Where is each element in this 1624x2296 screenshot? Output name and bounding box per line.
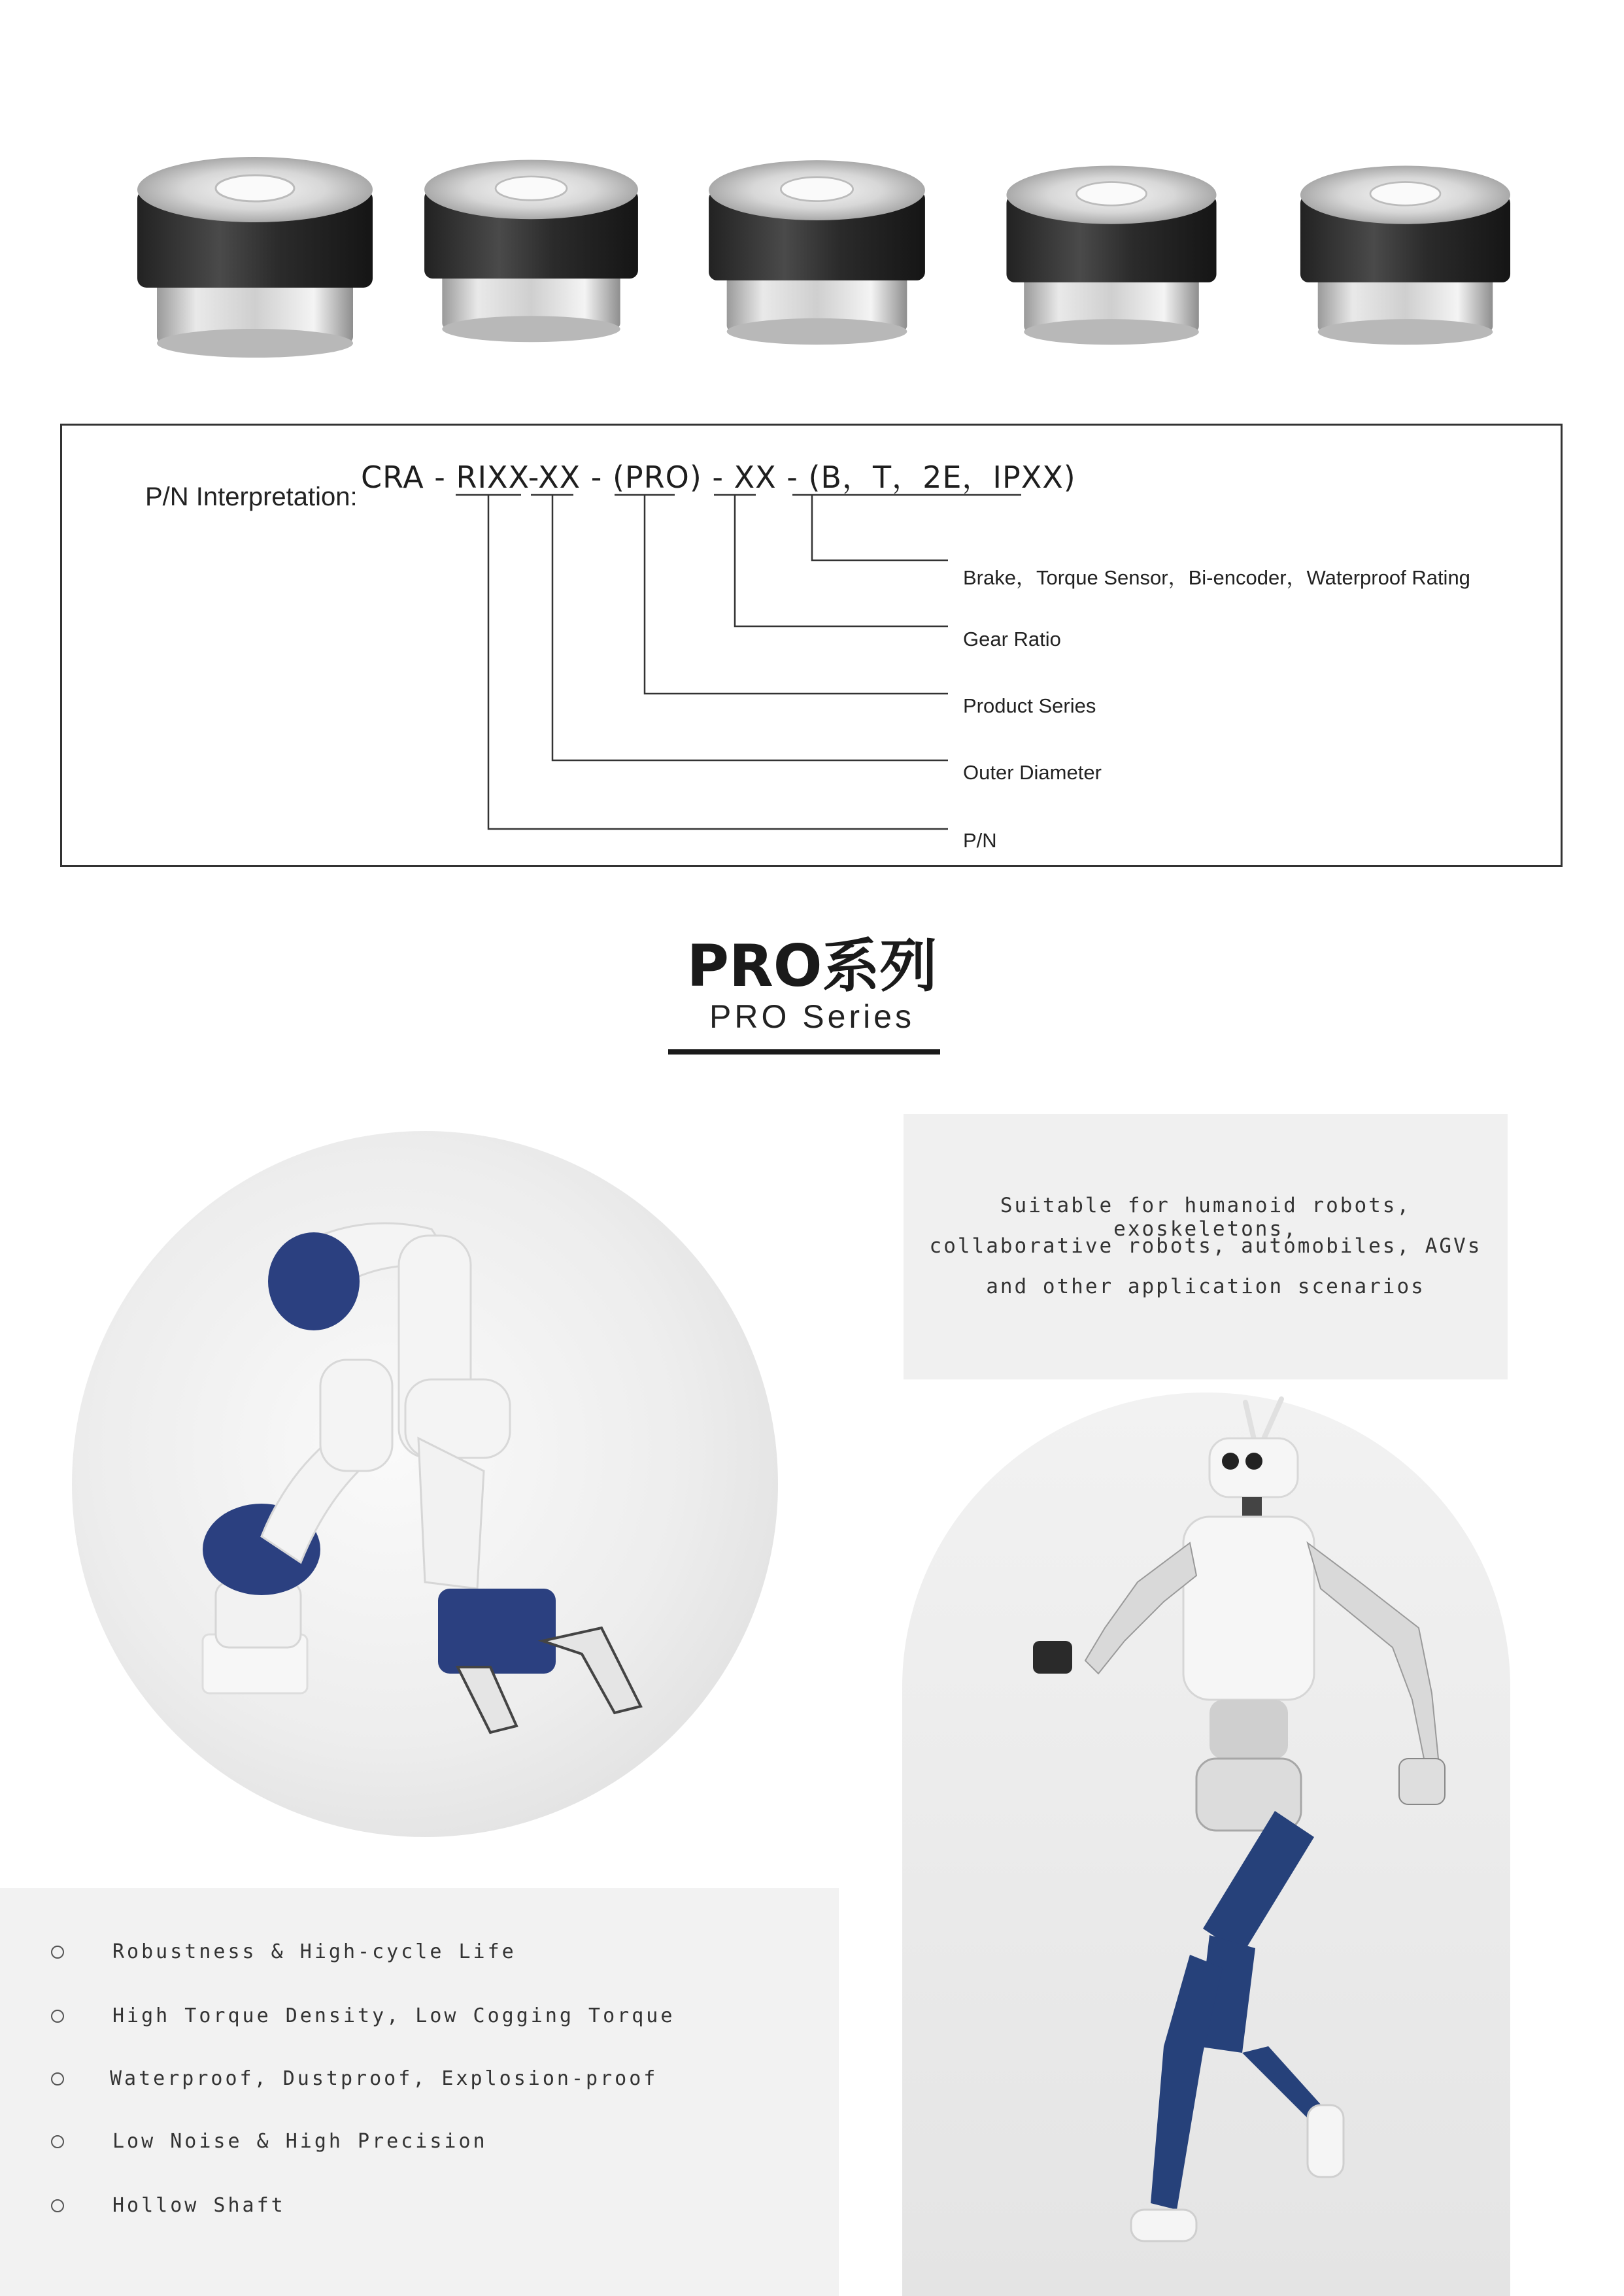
feature-text: Waterproof, Dustproof, Explosion-proof <box>110 2067 658 2090</box>
bullet-circle-icon <box>51 2135 64 2148</box>
feature-text: High Torque Density, Low Cogging Torque <box>112 2004 675 2027</box>
pn-label-options: Brake，Torque Sensor，Bi-encoder，Waterproof Rating <box>963 566 1470 589</box>
bullet-circle-icon <box>51 2199 64 2212</box>
pn-code: CRA - RIXX-XX - (PRO) - XX - (B，T，2E，IPXX) <box>361 460 1076 495</box>
title-underline <box>668 1049 940 1055</box>
series-title-cn: PRO系列 <box>686 932 938 1000</box>
bullet-circle-icon <box>51 2010 64 2023</box>
pn-label-outer-diameter: Outer Diameter <box>963 761 1102 784</box>
pn-connector-lines <box>0 0 1624 869</box>
pn-label-gear-ratio: Gear Ratio <box>963 628 1061 650</box>
feature-text: Robustness & High-cycle Life <box>112 1940 516 1963</box>
series-title-en: PRO Series <box>709 998 915 1035</box>
pn-label-pn: P/N <box>963 829 997 852</box>
pn-label-product-series: Product Series <box>963 694 1096 717</box>
pn-title: P/N Interpretation: <box>145 482 358 511</box>
humanoid-robot-image <box>902 1393 1510 2296</box>
robot-arm-image <box>65 1131 785 1850</box>
bullet-circle-icon <box>51 1946 64 1959</box>
feature-text: Hollow Shaft <box>112 2194 286 2217</box>
feature-text: Low Noise & High Precision <box>112 2130 488 2153</box>
bullet-circle-icon <box>51 2072 64 2085</box>
description-box <box>904 1114 1508 1379</box>
features-panel <box>0 1888 839 2296</box>
description-line-2: collaborative robots, automobiles, AGVs <box>929 1234 1482 1258</box>
description-line-1: Suitable for humanoid robots, exoskeletons, <box>1000 1194 1412 1241</box>
description-line-3: and other application scenarios <box>986 1275 1425 1298</box>
